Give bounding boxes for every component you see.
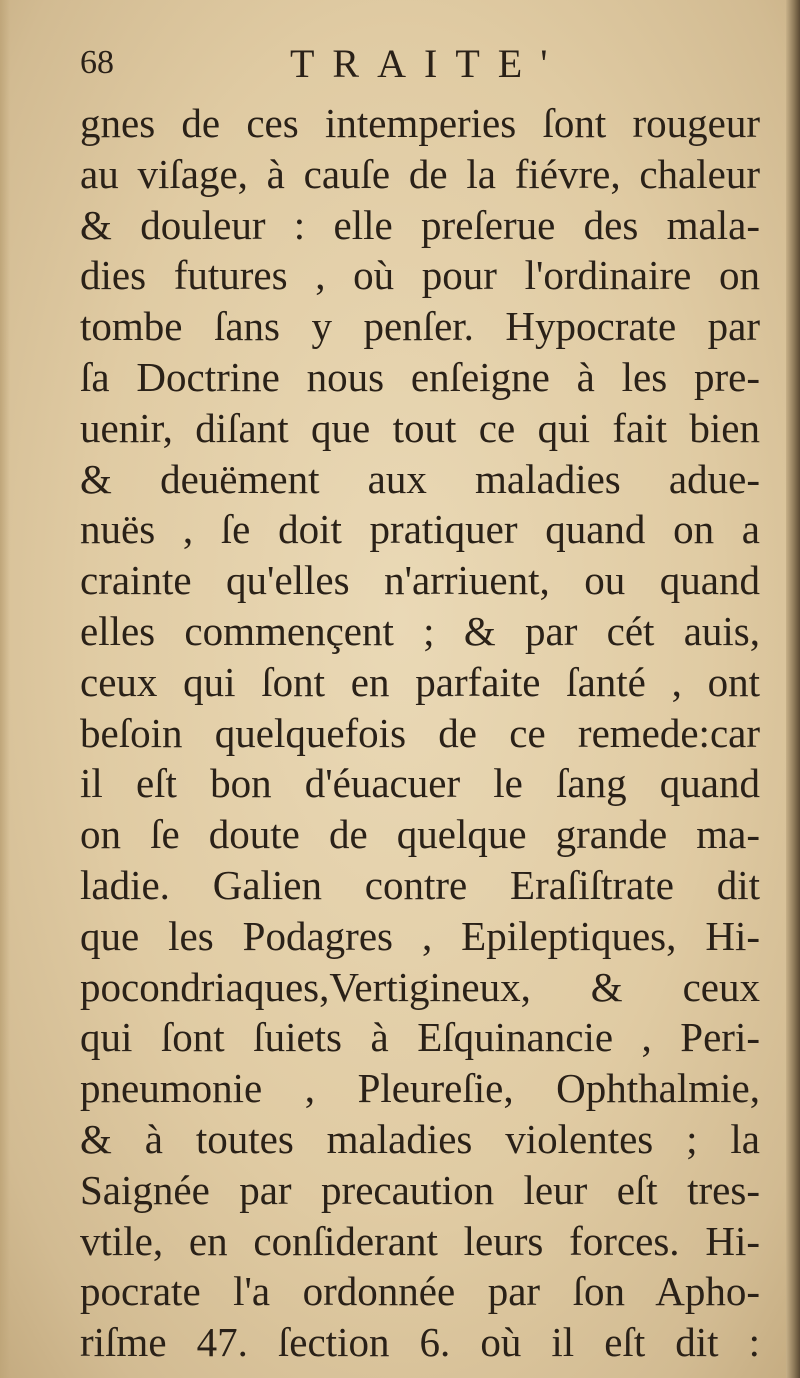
text-line: vtile, en conſiderant leurs forces. Hi- [80,1217,760,1264]
text-line: crainte qu'elles n'arriuent, ou quand [80,557,760,604]
text-line: riſme 47. ſection 6. où il eſt dit : [80,1319,760,1366]
text-line: Saignée par precaution leur eſt tres- [80,1166,760,1213]
text-line: beſoin quelquefois de ce remede:car [80,709,760,756]
running-head: TRAITE' [290,41,566,86]
text-line: qui ſont ſuiets à Eſquinancie , Peri- [80,1014,760,1061]
text-line: pocrate l'a ordonnée par ſon Apho- [80,1268,760,1315]
body-text [80,98,760,1368]
text-line: dies futures , où pour l'ordinaire on [80,252,760,299]
text-line: on ſe doute de quelque grande ma- [80,811,760,858]
text-line: pneumonie , Pleureſie, Ophthalmie, [80,1065,760,1112]
text-line: ladie. Galien contre Eraſiſtrate dit [80,861,760,908]
text-line: ſa Doctrine nous enſeigne à les pre- [80,353,760,400]
text-line: que les Podagres , Epileptiques, Hi- [80,912,760,959]
text-line: elles commençent ; & par cét auis, [80,607,760,654]
text-line: au viſage, à cauſe de la fiévre, chaleur [80,150,760,197]
text-line: tombe ſans y penſer. Hypocrate par [80,303,760,350]
text-line: nuës , ſe doit pratiquer quand on a [80,506,760,553]
text-line: & à toutes maladies violentes ; la [80,1115,760,1162]
text-line: il eſt bon d'éuacuer le ſang quand [80,760,760,807]
page-header [80,40,740,96]
text-line: uenir, diſant que tout ce qui fait bien [80,404,760,451]
text-line: gnes de ces intemperies ſont rougeur [80,100,760,146]
text-line: ceux qui ſont en parfaite ſanté , ont [80,658,760,705]
page-left-edge-shadow [0,0,10,1378]
page-number: 68 [80,44,114,81]
text-line: pocondriaques,Vertigineux, & ceux [80,963,760,1010]
text-line: & douleur : elle preſerue des mala- [80,201,760,248]
text-line: & deuëment aux maladies adue- [80,455,760,502]
page-gutter-shadow [786,0,800,1378]
